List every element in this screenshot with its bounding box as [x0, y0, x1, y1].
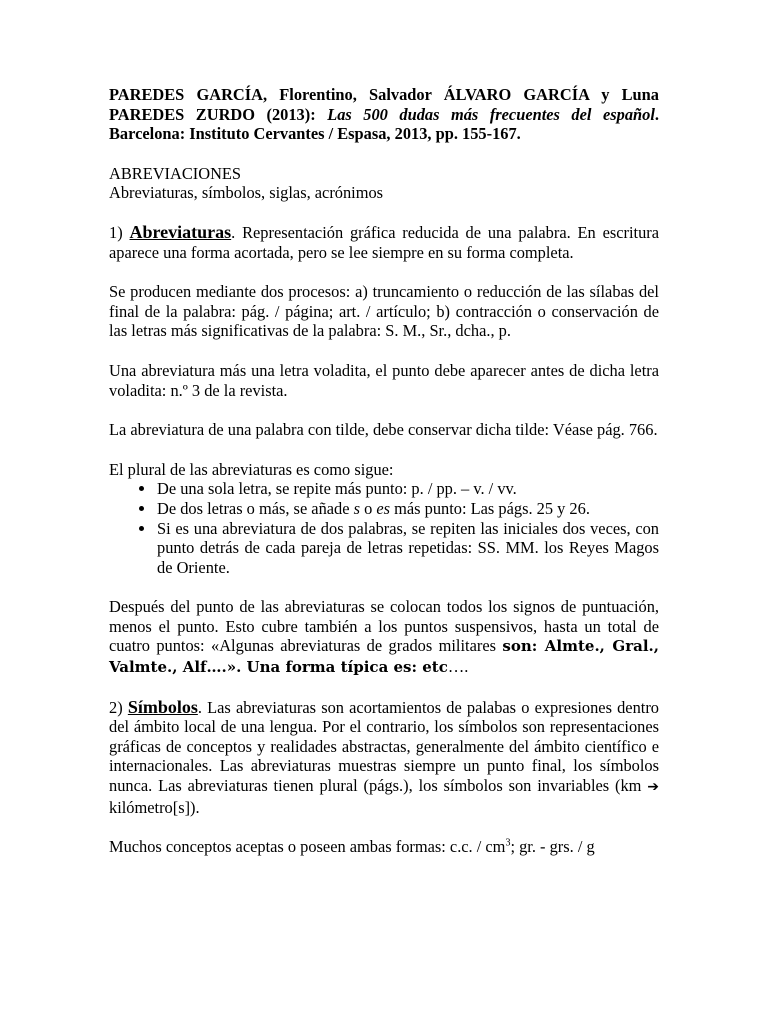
punctuation-paragraph — [109, 597, 659, 677]
final-text-b: ; gr. - grs. / g — [510, 837, 595, 857]
plural-intro: El plural de las abreviaturas es como sigue: — [109, 459, 394, 479]
section2-term: Símbolos — [127, 696, 198, 717]
section-heading — [109, 164, 659, 203]
plural-rule-multi-letter — [156, 499, 659, 519]
plural-rules-list — [109, 479, 659, 577]
heading-subtitle: Abreviaturas, símbolos, siglas, acrónimos — [109, 183, 384, 203]
right-arrow-icon: ➔ — [647, 779, 659, 796]
simbolos-definition — [109, 698, 659, 818]
final-text-a: Muchos conceptos aceptas o poseen ambas formas: c.c. / cm — [109, 837, 506, 857]
plural-rule-single-letter: • De una sola letra, se repite más punto: p. / pp. – v. / vv. — [156, 479, 659, 499]
voladita-paragraph: Una abreviatura más una letra voladita, el punto debe aparecer antes de dicha letra voladita: n.º 3 de la revista. — [109, 360, 659, 400]
rule2-es: es — [376, 498, 391, 518]
tilde-paragraph: La abreviatura de una palabra con tilde, debe conservar dicha tilde: Véase pág. 766. — [109, 420, 658, 440]
reference-authors: PAREDES GARCÍA, Florentino, Salvador ÁLVARO GARCÍA y Luna PAREDES ZURDO (2013): — [109, 85, 659, 124]
rule2-text-a: De dos letras o más, se añade — [157, 498, 354, 518]
punctuation-tail: …. — [447, 657, 469, 677]
heading-title: ABREVIACIONES — [109, 163, 242, 183]
punctuation-examples: son: Almte., Gral., Valmte., Alf….». Una forma típica es: etc — [109, 637, 659, 677]
rule2-s: s — [353, 498, 361, 518]
superscript-three: 3 — [505, 837, 511, 849]
final-paragraph — [109, 837, 659, 857]
section1-definition: . Representación gráfica reducida de una palabra. En escritura aparece una forma acortada, pero se lee siempre en su forma completa. — [109, 222, 659, 262]
abreviaturas-definition — [109, 223, 659, 262]
punctuation-text: Después del punto de las abreviaturas se colocan todos los signos de puntuación, menos el punto. Esto cubre también a los puntos suspensivos, hasta un total de cuatro puntos: «Algunas abreviaturas de grados militares — [109, 597, 659, 656]
section1-number: 1) — [109, 222, 130, 242]
plural-rule-two-words: • Si es una abreviatura de dos palabras, se repiten las iniciales dos veces, con punto detrás de cada pareja de letras repetidas: SS. MM. los Reyes Magos de Oriente. — [156, 519, 659, 578]
section2-number: 2) — [109, 697, 128, 717]
rule2-text-b: o — [360, 498, 377, 518]
rule2-text-c: más punto: Las págs. 25 y 26. — [390, 498, 590, 518]
reference-title: Las 500 dudas más frecuentes del español — [327, 104, 655, 124]
section2-text-a: . Las abreviaturas son acortamientos de palabas o expresiones dentro del ámbito local de una lengua. Por el contrario, los símbolos son representaciones gráficas de conceptos y realidades abstractas, generalmente del ámbito científico e internacionales. Las abreviaturas muestras siempre un punto final, los símbolos nunca. Las abreviaturas tienen plural (págs.), los símbolos son invariables (km — [109, 697, 659, 796]
bibliographic-reference — [109, 85, 659, 144]
reference-publisher: . Barcelona: Instituto Cervantes / Espasa, 2013, pp. 155-167. — [109, 104, 659, 144]
document-body — [109, 85, 659, 857]
section2-text-b: kilómetro[s]). — [109, 797, 200, 817]
processes-paragraph: Se producen mediante dos procesos: a) truncamiento o reducción de las sílabas del final de la palabra: pág. / página; art. / artículo; b) contracción o conservación de las letras más significativas de la palabra: S. M., Sr., dcha., p. — [109, 282, 659, 341]
section1-term: Abreviaturas — [129, 221, 232, 242]
